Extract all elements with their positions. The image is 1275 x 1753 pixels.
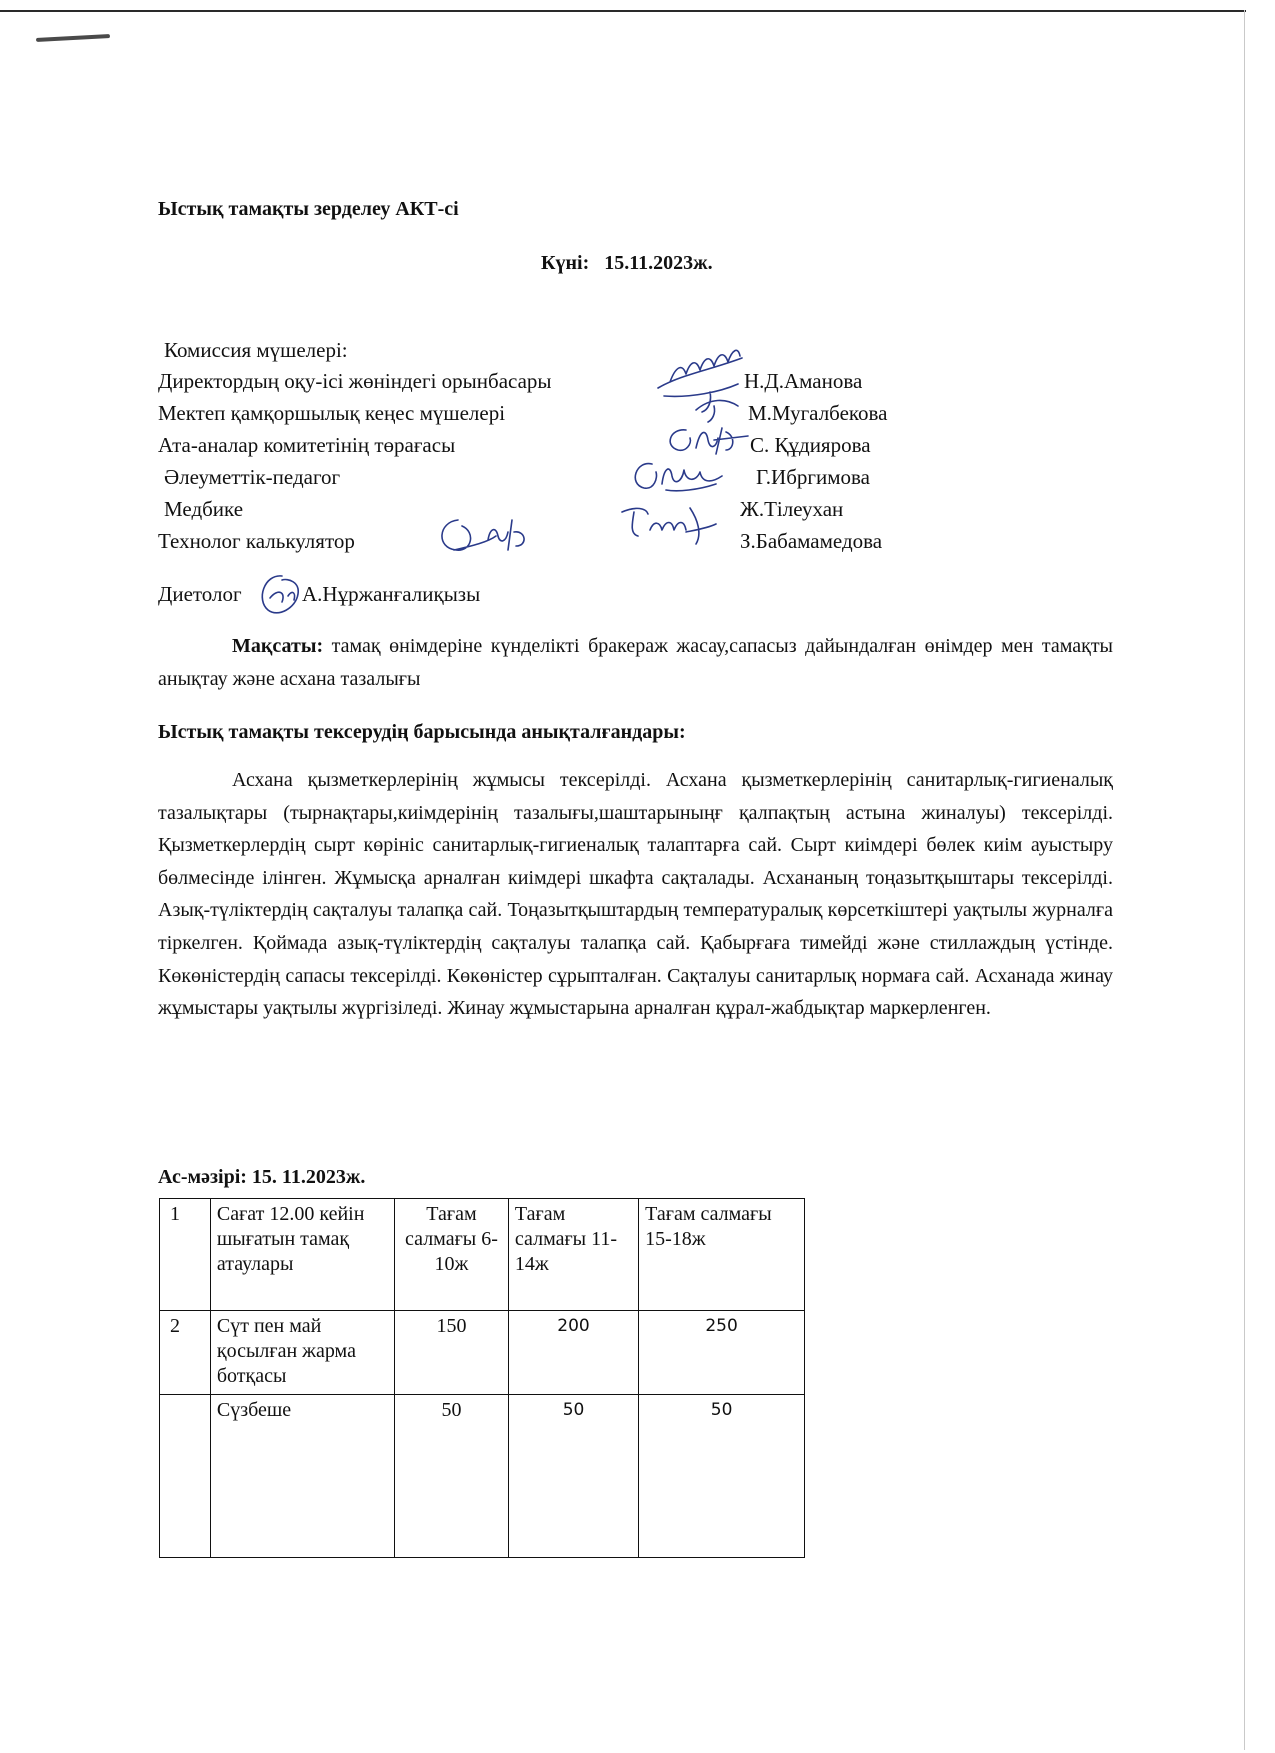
header-dish-name: Сағат 12.00 кейін шығатын тамақ атаулары [210,1199,394,1311]
row-weight-15-18: 50 [639,1395,805,1558]
member-role-3: Ата-аналар комитетінің төрағасы [158,433,456,457]
signature-6 [432,512,542,562]
member-name-4: Г.Ибргимова [756,465,870,489]
table-row [160,1395,805,1558]
row-num [160,1395,211,1558]
date-value: 15.11.2023ж. [604,252,713,274]
header-num: 1 [160,1199,211,1311]
member-role-4: Әлеуметтік-педагог [164,465,341,489]
member-role-2: Мектеп қамқоршылық кеңес мүшелері [158,401,506,425]
findings-heading: Ыстық тамақты тексерудің барысында анықталғандары: [158,721,686,743]
member-name-5: Ж.Тілеухан [740,497,844,521]
scan-edge-top [0,10,1246,12]
member-name-2: М.Мугалбекова [748,401,888,425]
row-weight-6-10: 50 [394,1395,508,1558]
purpose-paragraph [158,630,1113,695]
scan-mark [36,34,110,42]
signature-5 [612,500,722,550]
member-role-5: Медбике [164,497,244,521]
dietologist-name: А.Нұржанғалиқызы [302,582,481,606]
document-title: Ыстық тамақты зерделеу АКТ-сі [158,198,459,220]
signature-4 [618,454,728,499]
findings-paragraph: Асхана қызметкерлерінің жұмысы тексерілді. Асхана қызметкерлерінің санитарлық-гигиеналық тазалықтары (тырнақтары,киімдерінің тазалығы,шаштарыныңғ қалпақтың астына жиналуы) тексерілді. Қызметкерлердің сырт көрініс санитарлық-гигиеналық талаптарға сай. Сырт киімдері бөлек киім ауыстыру бөлмесінде ілінген. Жұмысқа арналған киімдері шкафта сақталады. Асхананың тоңазытқыштары тексерілді. Азық-түліктердің сақталуы талапқа сай. Тоңазытқыштардың температуралық көрсеткіштері уақтылы журналға тіркелген. Қоймада азық-түліктердің сақталуы талапқа сай. Қабырғаға тимейді және стиллаждың үстінде. Көкөністердің сапасы тексерілді. Көкөністер сұрыпталған. Сақталуы санитарлық нормаға сай. Асханада жинау жұмыстары уақтылы жүргізіледі. Жинау жұмыстарына арналған құрал-жабдықтар маркерленген. [158,769,1113,1020]
row-weight-11-14: 200 [508,1311,638,1395]
row-weight-15-18: 250 [639,1311,805,1395]
row-weight-6-10: 150 [394,1311,508,1395]
member-name-1: Н.Д.Аманова [744,369,863,393]
row-weight-11-14: 50 [508,1395,638,1558]
purpose-label: Мақсаты: [232,635,324,657]
row-num: 2 [160,1311,211,1395]
member-name-6: З.Бабамамедова [740,529,883,553]
purpose-text: тамақ өнімдеріне күнделікті бракераж жасау,сапасыз дайындалған өнімдер мен тамақты анықтау және асхана тазалығы [158,635,1113,690]
commission-heading: Комиссия мүшелері: [164,338,348,362]
signature-7 [252,570,312,620]
table-row [160,1311,805,1395]
header-weight-11-14: Тағам салмағы 11-14ж [508,1199,638,1311]
scan-edge-right [1244,10,1245,1750]
date-line [541,252,713,275]
header-weight-15-18: Тағам салмағы 15-18ж [639,1199,805,1311]
member-role-1: Директордың оқу-ісі жөніндегі орынбасары [158,369,552,393]
header-weight-6-10: Тағам салмағы 6-10ж [394,1199,508,1311]
menu-table [159,1198,805,1558]
row-dish-name: Сүзбеше [210,1395,394,1558]
member-role-6: Технолог калькулятор [158,529,355,553]
table-header-row [160,1199,805,1311]
member-name-3: С. Құдиярова [750,433,871,457]
date-label: Күні: [541,252,590,274]
dietologist-role: Диетолог [158,582,242,606]
menu-heading: Ас-мәзірі: 15. 11.2023ж. [158,1166,366,1188]
row-dish-name: Сүт пен май қосылған жарма ботқасы [210,1311,394,1395]
